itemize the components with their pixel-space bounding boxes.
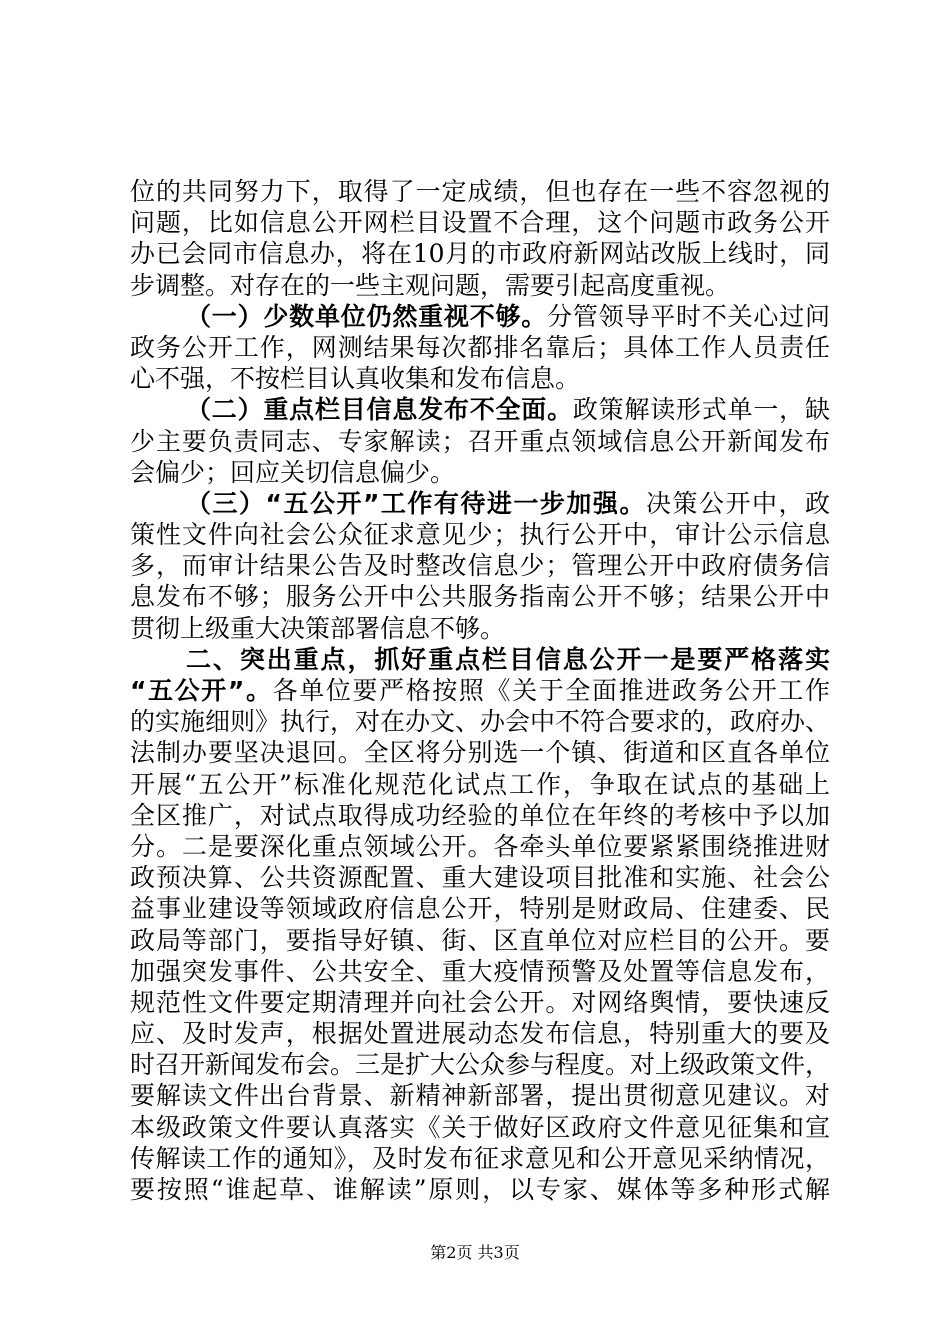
text-line: 本级政策文件要认真落实《关于做好区政府文件意见征集和宣 <box>130 1112 830 1142</box>
section-2-text: 各单位要严格按照《关于全面推进政务公开工作 <box>272 676 830 705</box>
text-line: 少主要负责同志、专家解读；召开重点领域信息公开新闻发布 <box>130 426 830 456</box>
text-line: 应、及时发声，根据处置进展动态发布信息，特别重大的要及 <box>130 1019 830 1049</box>
text-line: 规范性文件要定期清理并向社会公开。对网络舆情，要快速反 <box>130 987 830 1017</box>
text-line: 要按照“谁起草、谁解读”原则，以专家、媒体等多种形式解 <box>130 1175 830 1204</box>
text-line: 传解读工作的通知》，及时发布征求意见和公开意见采纳情况， <box>130 1143 830 1173</box>
paragraph-1-first-line <box>130 301 830 332</box>
text-line: 的实施细则》执行，对在办文、办会中不符合要求的，政府办、 <box>130 707 831 737</box>
text-line: 加强突发事件、公共安全、重大疫情预警及处置等信息发布， <box>130 956 830 986</box>
section-2-heading-continued: “五公开”。 <box>130 676 273 705</box>
paragraph-3-first-line <box>130 488 830 519</box>
text-line: 全区推广，对试点取得成功经验的单位在年终的考核中予以加 <box>130 800 830 830</box>
paragraph-1-heading: （一）少数单位仍然重视不够。 <box>186 301 548 331</box>
page-footer: 第2页 共3页 <box>430 1243 520 1262</box>
text-line: 多，而审计结果公告及时整改信息少；管理公开中政府债务信 <box>130 551 830 581</box>
text-line: 政局等部门，要指导好镇、街、区直单位对应栏目的公开。要 <box>130 925 830 955</box>
text-line: 时召开新闻发布会。三是扩大公众参与程度。对上级政策文件， <box>130 1050 831 1080</box>
text-line: 策性文件向社会公众征求意见少；执行公开中，审计公示信息 <box>130 520 830 550</box>
text-line: 法制办要坚决退回。全区将分别选一个镇、街道和区直各单位 <box>130 738 830 768</box>
text-line: 政务公开工作，网测结果每次都排名靠后；具体工作人员责任 <box>130 332 830 362</box>
text-line: 贯彻上级重大决策部署信息不够。 <box>130 613 506 643</box>
text-line: 开展“五公开”标准化规范化试点工作，争取在试点的基础上 <box>130 769 830 799</box>
text-line: 步调整。对存在的一些主观问题，需要引起高度重视。 <box>130 270 731 300</box>
body-text <box>130 176 830 1205</box>
text-line: 办已会同市信息办，将在10月的市政府新网站改版上线时，同 <box>130 239 830 269</box>
text-line: 会偏少；回应关切信息偏少。 <box>130 457 456 487</box>
text-line: 心不强，不按栏目认真收集和发布信息。 <box>130 364 581 394</box>
text-line: 要解读文件出台背景、新精神新部署，提出贯彻意见建议。对 <box>130 1081 830 1111</box>
text-line: 分。二是要深化重点领域公开。各牵头单位要紧紧围绕推进财 <box>130 831 830 861</box>
paragraph-3-text: 决策公开中，政 <box>645 488 830 518</box>
section-2-heading: 二、突出重点，抓好重点栏目信息公开一是要严格落实 <box>186 644 830 674</box>
text-line: 息发布不够；服务公开中公共服务指南公开不够；结果公开中 <box>130 582 830 612</box>
paragraph-2-heading: （二）重点栏目信息发布不全面。 <box>186 395 573 425</box>
text-line: 位的共同努力下，取得了一定成绩，但也存在一些不容忽视的 <box>130 177 830 206</box>
text-line: 益事业建设等领域政府信息公开，特别是财政局、住建委、民 <box>130 894 830 924</box>
text-line: 政预决算、公共资源配置、重大建设项目批准和实施、社会公 <box>130 863 830 893</box>
paragraph-3-heading: （三）“五公开”工作有待进一步加强。 <box>186 488 646 518</box>
paragraph-2-text: 政策解读形式单一，缺 <box>572 395 830 425</box>
text-line: 问题，比如信息公开网栏目设置不合理，这个问题市政务公开 <box>130 208 830 238</box>
paragraph-1-text: 分管领导平时不关心过问 <box>547 301 830 331</box>
paragraph-2-first-line <box>130 394 830 425</box>
section-2-first-line <box>130 675 830 706</box>
